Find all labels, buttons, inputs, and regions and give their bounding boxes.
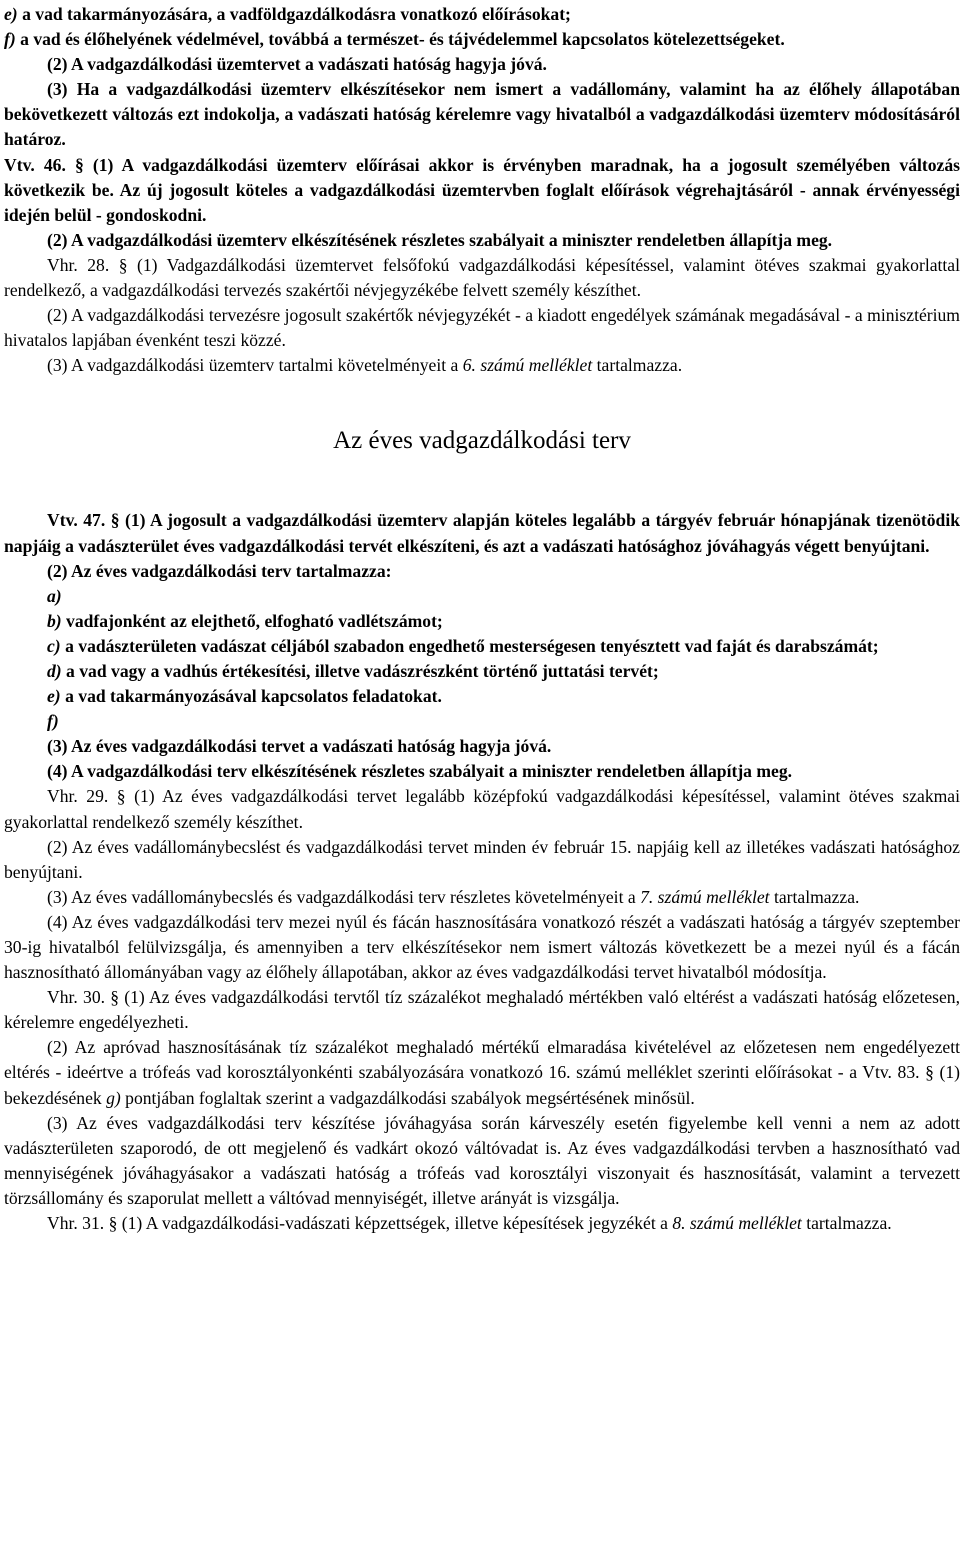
text-run: (3) Ha a vadgazdálkodási üzemterv elkészítésekor nem ismert a vadállomány, valamint ha az élőhely állapotában bekövetkezett változás ezt indokolja, a vadászati hatóság kérelemre vagy hivatalból a vadgazdálkodási üzemterv módosításáról határoz. [4, 79, 960, 150]
text-run: Vtv. 46. § (1) A vadgazdálkodási üzemterv előírásai akkor is érvényben maradnak, ha a jogosult személyében változás következik be. Az új jogosult köteles a vadgazdálkodási üzemtervben foglalt előírások végrehajtásáról - annak érvényességi idején belül - gondoskodni. [4, 154, 960, 225]
italic-run: d) [47, 660, 62, 681]
paragraph [4, 910, 960, 985]
text-run: (3) Az éves vadgazdálkodási tervet a vadászati hatóság hagyja jóvá. [47, 736, 552, 757]
italic-run: g) [106, 1087, 121, 1108]
text-run: (3) Az éves vadgazdálkodási terv készítése jóváhagyása során kárveszély esetén figyelembe kell venni a nem az adott vadászterületen szaporodó, de ott megjelenő és vadkárt okozó váltóvadat is. Az éves vadgazdálkodási tervben a hasznosítható vad mennyiségének jóváhagyásakor a vadászati hatóság a trófeás vad korosztályi viszonyait és hasznosítását, valamint a tervezett törzsállomány és szaporulat mellett a váltóvad mennyiségét, illetve arányát is vizsgálja. [4, 1112, 960, 1208]
text-run: Vhr. 30. § (1) Az éves vadgazdálkodási tervtől tíz százalékot meghaladó mértékben való eltérést a vadászati hatóság előzetesen, kérelemre engedélyezheti. [4, 987, 960, 1033]
paragraph [4, 153, 960, 228]
paragraph [4, 835, 960, 885]
text-run: vadfajonként az elejthető, elfogható vadlétszámot; [61, 610, 443, 631]
text-run: Vhr. 29. § (1) Az éves vadgazdálkodási tervet legalább középfokú vadgazdálkodási képesítéssel, valamint ötéves szakmai gyakorlattal rendelkező személy készíthet. [4, 786, 960, 832]
text-run: tartalmazza. [801, 1213, 892, 1234]
paragraph [4, 1111, 960, 1211]
paragraph [4, 27, 960, 52]
italic-run: a) [47, 585, 62, 606]
italic-run: 8. számú melléklet [672, 1213, 802, 1234]
paragraph [4, 303, 960, 353]
paragraph [4, 885, 960, 910]
paragraph [4, 253, 960, 303]
paragraph [4, 784, 960, 834]
italic-run: e) [4, 4, 18, 24]
paragraph [4, 985, 960, 1035]
paragraph [4, 2, 960, 27]
text-run: (2) A vadgazdálkodási üzemterv elkészítésének részletes szabályait a miniszter rendeletben állapítja meg. [47, 229, 833, 250]
section-heading: Az éves vadgazdálkodási terv [333, 427, 631, 455]
text-run: (2) A vadgazdálkodási tervezésre jogosult szakértők névjegyzékét - a kiadott engedélyek számának megadásával - a minisztérium hivatalos lapjában évenként teszi közzé. [4, 305, 960, 351]
text-run: (2) A vadgazdálkodási üzemtervet a vadászati hatóság hagyja jóvá. [47, 54, 547, 75]
paragraph [4, 584, 960, 609]
paragraph [4, 684, 960, 709]
paragraph [4, 228, 960, 253]
text-run: (2) Az éves vadállománybecslést és vadgazdálkodási tervet minden év február 15. napjáig kell az illetékes vadászati hatósághoz benyújtani. [4, 836, 960, 882]
paragraph [4, 759, 960, 784]
text-run: Vhr. 31. § (1) A vadgazdálkodási-vadászati képzettségek, illetve képesítések jegyzékét a [47, 1213, 673, 1234]
text-run: (4) A vadgazdálkodási terv elkészítésének részletes szabályait a miniszter rendeletben állapítja meg. [47, 761, 793, 782]
paragraph [4, 353, 960, 378]
paragraph [4, 1211, 960, 1236]
paragraph [4, 734, 960, 759]
paragraph [4, 508, 960, 558]
italic-run: f) [4, 29, 16, 50]
italic-run: e) [47, 686, 61, 707]
paragraph [4, 52, 960, 77]
text-run: (3) A vadgazdálkodási üzemterv tartalmi követelményeit a [47, 355, 463, 376]
italic-run: f) [47, 711, 59, 732]
paragraph [4, 609, 960, 634]
italic-run: c) [47, 635, 61, 656]
italic-run: 7. számú melléklet [640, 886, 770, 907]
text-run: (2) Az éves vadgazdálkodási terv tartalmazza: [47, 560, 392, 581]
text-run: a vad takarmányozására, a vadföldgazdálkodásra vonatkozó előírásokat; [17, 4, 571, 24]
text-run: Vtv. 47. § (1) A jogosult a vadgazdálkodási üzemterv alapján köteles legalább a tárgyév február hónapjának tizenötödik napjáig a vadászterület éves vadgazdálkodási tervét elkészíteni, és azt a vadászati hatósághoz jóváhagyás végett benyújtani. [4, 510, 960, 556]
paragraph [4, 634, 960, 659]
paragraph [4, 77, 960, 152]
text-run: (4) Az éves vadgazdálkodási terv mezei nyúl és fácán hasznosítására vonatkozó részét a vadászati hatóság a tárgyév szeptember 30-ig hivatalból felülvizsgálja, és amennyiben a terv elkészítésekor nem ismert változás következett be a mezei nyúl és a fácán hasznosítható állományában vagy az élőhely állapotában, akkor az éves vadgazdálkodási tervet hivatalból módosítja. [4, 911, 960, 983]
italic-run: b) [47, 610, 62, 631]
text-run: (2) Az apróvad hasznosításának tíz százalékot meghaladó mértékű elmaradása kivételével az előzetesen nem engedélyezett eltérés - ideértve a trófeás vad korosztályonkénti szabályozására vonatkozó 16. számú melléklet szerinti előírásokat - a Vtv. 83. § (1) bekezdésének [4, 1037, 960, 1108]
text-run: a vad és élőhelyének védelmével, továbbá a természet- és tájvédelemmel kapcsolatos kötelezettségeket. [15, 29, 785, 50]
paragraph [4, 709, 960, 734]
text-run: tartalmazza. [769, 886, 860, 907]
text-run: (3) Az éves vadállománybecslés és vadgazdálkodási terv részletes követelményeit a [47, 886, 641, 907]
paragraph [4, 559, 960, 584]
paragraph [4, 1035, 960, 1110]
text-run: a vadászterületen vadászat céljából szabadon engedhető mesterségesen tenyésztett vad faját és darabszámát; [60, 635, 879, 656]
text-run: a vad vagy a vadhús értékesítési, illetve vadászrészként történő juttatási tervét; [61, 660, 659, 681]
text-run: pontjában foglaltak szerint a vadgazdálkodási szabályok megsértésének minősül. [120, 1087, 695, 1108]
text-run: a vad takarmányozásával kapcsolatos feladatokat. [60, 686, 442, 707]
italic-run: 6. számú melléklet [462, 355, 593, 376]
text-run: Vhr. 28. § (1) Vadgazdálkodási üzemtervet felsőfokú vadgazdálkodási képesítéssel, valamint ötéves szakmai gyakorlattal rendelkező, a vadgazdálkodási tervezés szakértői névjegyzékébe felvett személy készíthet. [4, 254, 960, 301]
paragraph [4, 659, 960, 684]
text-run: tartalmazza. [592, 355, 683, 376]
